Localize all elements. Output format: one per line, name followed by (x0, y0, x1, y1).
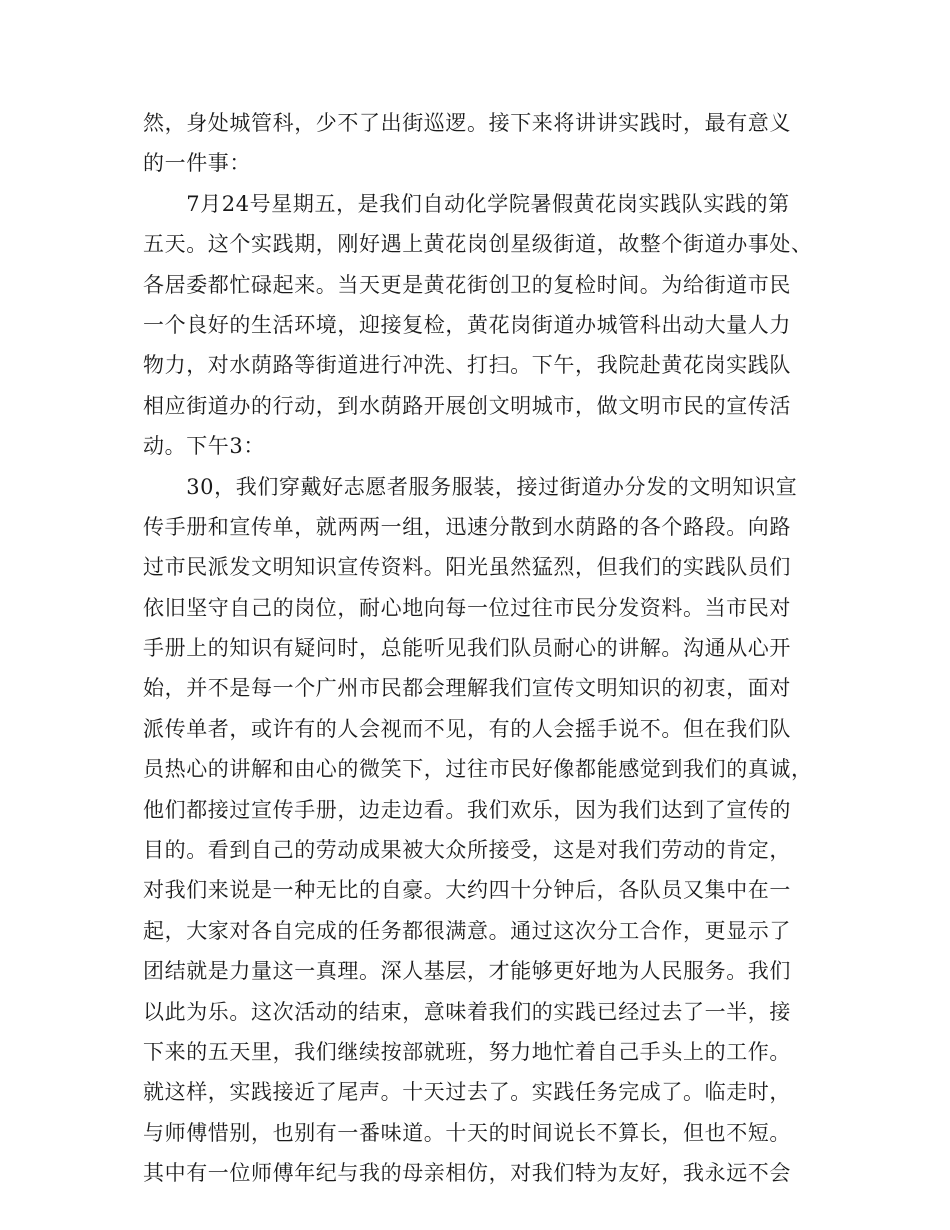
text-line: 与师傅惜别，也别有一番味道。十天的时间说长不算长，但也不短。 (143, 1120, 791, 1145)
text-line: 一个良好的生活环境，迎接复检，黄花岗街道办城管科出动大量人力 (143, 312, 791, 337)
text-line: 30，我们穿戴好志愿者服务服装，接过街道办分发的文明知识宣 (143, 474, 798, 499)
text-line: 对我们来说是一种无比的自豪。大约四十分钟后，各队员又集中在一 (143, 878, 791, 903)
text-line: 手册上的知识有疑问时，总能听见我们队员耐心的讲解。沟通从心开 (143, 636, 791, 661)
text-line: 各居委都忙碌起来。当天更是黄花街创卫的复检时间。为给街道市民 (143, 272, 791, 297)
text-line: 派传单者，或许有的人会视而不见，有的人会摇手说不。但在我们队 (143, 716, 791, 741)
text-line: 传手册和宣传单，就两两一组，迅速分散到水荫路的各个路段。向路 (143, 514, 791, 539)
text-line: 目的。看到自己的劳动成果被大众所接受，这是对我们劳动的肯定， (143, 838, 791, 863)
text-line: 他们都接过宣传手册，边走边看。我们欢乐，因为我们达到了宣传的 (143, 797, 791, 822)
text-line: 物力，对水荫路等街道进行冲洗、打扫。下午，我院赴黄花岗实践队 (143, 353, 791, 378)
text-line: 的一件事： (143, 151, 251, 176)
text-line: 始，并不是每一个广州市民都会理解我们宣传文明知识的初衷，面对 (143, 676, 791, 701)
text-line: 7月24号星期五，是我们自动化学院暑假黄花岗实践队实践的第 (143, 191, 790, 216)
text-line: 其中有一位师傅年纪与我的母亲相仿，对我们特为友好，我永远不会 (143, 1161, 791, 1186)
text-line: 下来的五天里，我们继续按部就班，努力地忙着自己手头上的工作。 (143, 1039, 791, 1064)
text-line: 动。下午3： (143, 434, 265, 459)
text-line: 过市民派发文明知识宣传资料。阳光虽然猛烈，但我们的实践队员们 (143, 555, 791, 580)
text-line: 然，身处城管科，少不了出街巡逻。接下来将讲讲实践时，最有意义 (143, 111, 791, 135)
text-line: 团结就是力量这一真理。深人基层，才能够更好地为人民服务。我们 (143, 959, 791, 984)
text-line: 就这样，实践接近了尾声。十天过去了。实践任务完成了。临走时， (143, 1080, 791, 1105)
text-line: 相应街道办的行动，到水荫路开展创文明城市，做文明市民的宣传活 (143, 393, 791, 418)
body-text (143, 103, 813, 1194)
text-line: 五天。这个实践期，刚好遇上黄花岗创星级街道，故整个街道办事处、 (143, 232, 813, 257)
text-line: 以此为乐。这次活动的结束，意味着我们的实践已经过去了一半，接 (143, 999, 791, 1024)
text-line: 起，大家对各自完成的任务都很满意。通过这次分工合作，更显示了 (143, 918, 791, 943)
text-line: 依旧坚守自己的岗位，耐心地向每一位过往市民分发资料。当市民对 (143, 595, 791, 620)
text-line: 员热心的讲解和由心的微笑下，过往市民好像都能感觉到我们的真诚， (143, 757, 813, 782)
